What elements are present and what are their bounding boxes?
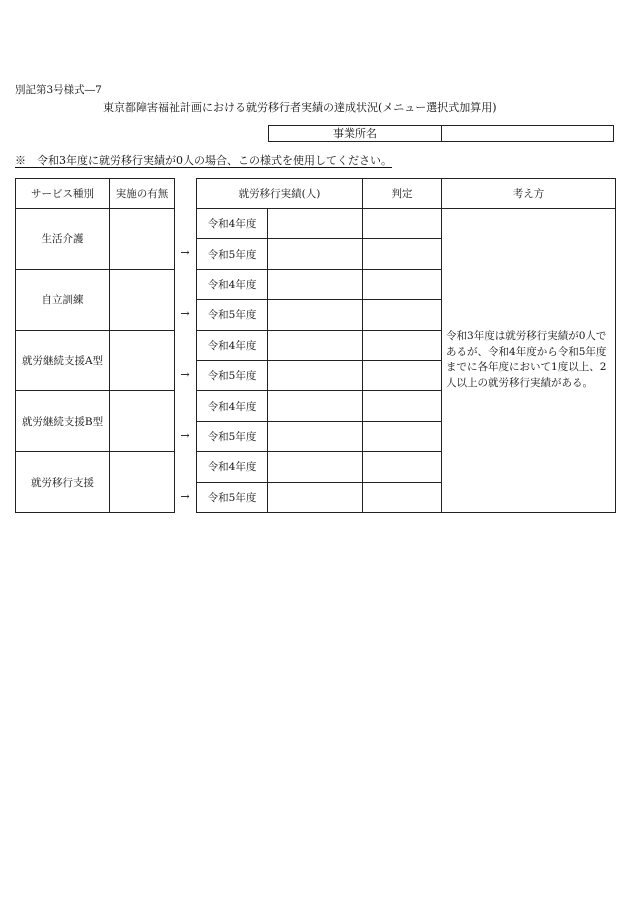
judgment-cell[interactable] [363, 360, 442, 390]
year-label: 令和4年度 [197, 330, 268, 360]
result-input[interactable] [268, 300, 363, 330]
service-name: 就労移行支援 [16, 452, 110, 513]
result-input[interactable] [268, 239, 363, 269]
result-input[interactable] [268, 391, 363, 421]
judgment-cell[interactable] [363, 482, 442, 512]
header-judgment: 判定 [363, 179, 442, 209]
header-implemented: 実施の有無 [110, 179, 175, 209]
year-label: 令和5年度 [197, 239, 268, 269]
office-name-box [268, 125, 614, 142]
year-label: 令和4年度 [197, 209, 268, 239]
implemented-cell[interactable] [110, 391, 175, 452]
arrow-icon: → [180, 307, 190, 320]
form-number: 別記第3号様式―7 [15, 84, 102, 96]
implemented-cell[interactable] [110, 269, 175, 330]
office-name-input[interactable] [443, 126, 613, 141]
judgment-cell[interactable] [363, 300, 442, 330]
implemented-cell[interactable] [110, 452, 175, 513]
judgment-cell[interactable] [363, 391, 442, 421]
judgment-cell[interactable] [363, 452, 442, 482]
arrow-icon: → [180, 429, 190, 442]
service-name: 就労継続支援B型 [16, 391, 110, 452]
result-input[interactable] [268, 452, 363, 482]
results-table [196, 178, 616, 513]
header-results: 就労移行実績(人) [197, 179, 363, 209]
document-title: 東京都障害福祉計画における就労移行者実績の達成状況(メニュー選択式加算用) [103, 101, 497, 114]
implemented-cell[interactable] [110, 330, 175, 391]
implemented-cell[interactable] [110, 209, 175, 270]
usage-notice: ※ 令和3年度に就労移行実績が0人の場合、この様式を使用してください。 [15, 154, 392, 167]
year-label: 令和4年度 [197, 452, 268, 482]
header-reasoning: 考え方 [442, 179, 616, 209]
result-input[interactable] [268, 269, 363, 299]
year-label: 令和4年度 [197, 269, 268, 299]
service-table [15, 178, 175, 513]
reasoning-text: 令和3年度は就労移行実績が0人であるが、令和4年度から令和5年度までに各年度において1度以上、2人以上の就労移行実績がある。 [442, 209, 616, 513]
result-input[interactable] [268, 421, 363, 451]
service-name: 就労継続支援A型 [16, 330, 110, 391]
arrow-icon: → [180, 368, 190, 381]
result-input[interactable] [268, 209, 363, 239]
result-input[interactable] [268, 360, 363, 390]
arrow-icon: → [180, 246, 190, 259]
year-label: 令和4年度 [197, 391, 268, 421]
judgment-cell[interactable] [363, 209, 442, 239]
result-input[interactable] [268, 482, 363, 512]
judgment-cell[interactable] [363, 330, 442, 360]
judgment-cell[interactable] [363, 239, 442, 269]
header-service-type: サービス種別 [16, 179, 110, 209]
year-label: 令和5年度 [197, 360, 268, 390]
year-label: 令和5年度 [197, 482, 268, 512]
year-label: 令和5年度 [197, 421, 268, 451]
service-name: 生活介護 [16, 209, 110, 270]
year-label: 令和5年度 [197, 300, 268, 330]
arrow-icon: → [180, 490, 190, 503]
judgment-cell[interactable] [363, 421, 442, 451]
service-name: 自立訓練 [16, 269, 110, 330]
result-input[interactable] [268, 330, 363, 360]
judgment-cell[interactable] [363, 269, 442, 299]
office-name-label: 事業所名 [269, 126, 442, 141]
